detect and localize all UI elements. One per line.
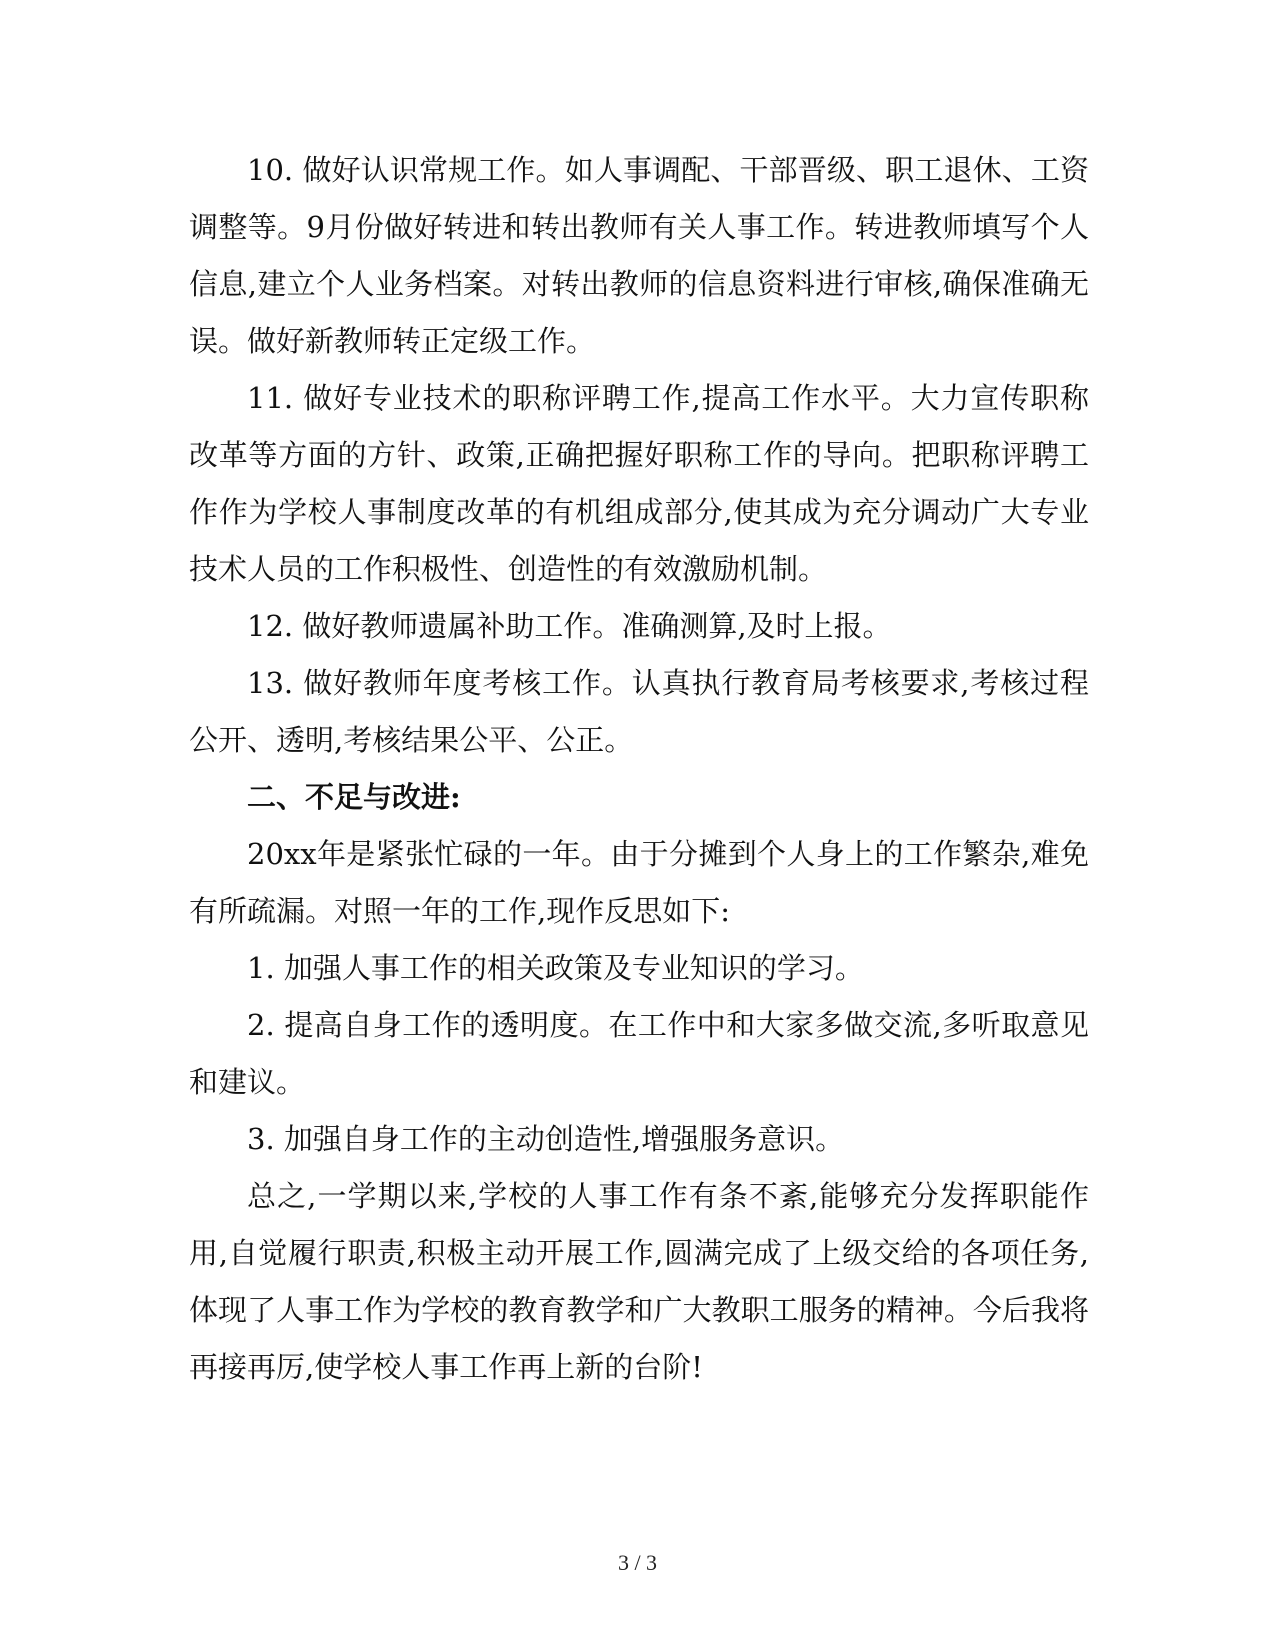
paragraph-intro-reflection: 20xx年是紧张忙碌的一年。由于分摊到个人身上的工作繁杂,难免有所疏漏。对照一年的工作,现作反思如下:: [189, 837, 1089, 928]
paragraph-item-13: 13. 做好教师年度考核工作。认真执行教育局考核要求,考核过程公开、透明,考核结果公平、公正。: [189, 666, 1089, 757]
page-number: 3 / 3: [617, 1550, 658, 1575]
paragraph-improvement-2: 2. 提高自身工作的透明度。在工作中和大家多做交流,多听取意见和建议。: [189, 1008, 1089, 1099]
document-body: [189, 142, 1089, 1396]
section-heading-shortcomings: 二、不足与改进:: [247, 780, 461, 814]
paragraph-improvement-1: 1. 加强人事工作的相关政策及专业知识的学习。: [247, 951, 864, 985]
paragraph-conclusion: 总之,一学期以来,学校的人事工作有条不紊,能够充分发挥职能作用,自觉履行职责,积极主动开展工作,圆满完成了上级交给的各项任务,体现了人事工作为学校的教育教学和广大教职工服务的精神。今后我将再接再厉,使学校人事工作再上新的台阶!: [189, 1179, 1089, 1384]
paragraph-item-11: 11. 做好专业技术的职称评聘工作,提高工作水平。大力宣传职称改革等方面的方针、政策,正确把握好职称工作的导向。把职称评聘工作作为学校人事制度改革的有机组成部分,使其成为充分调动广大专业技术人员的工作积极性、创造性的有效激励机制。: [189, 381, 1089, 586]
paragraph-improvement-3: 3. 加强自身工作的主动创造性,增强服务意识。: [247, 1122, 845, 1156]
paragraph-item-10: 10. 做好认识常规工作。如人事调配、干部晋级、职工退休、工资调整等。9月份做好转进和转出教师有关人事工作。转进教师填写个人信息,建立个人业务档案。对转出教师的信息资料进行审核,确保准确无误。做好新教师转正定级工作。: [189, 153, 1089, 358]
paragraph-item-12: 12. 做好教师遗属补助工作。准确测算,及时上报。: [247, 609, 892, 643]
